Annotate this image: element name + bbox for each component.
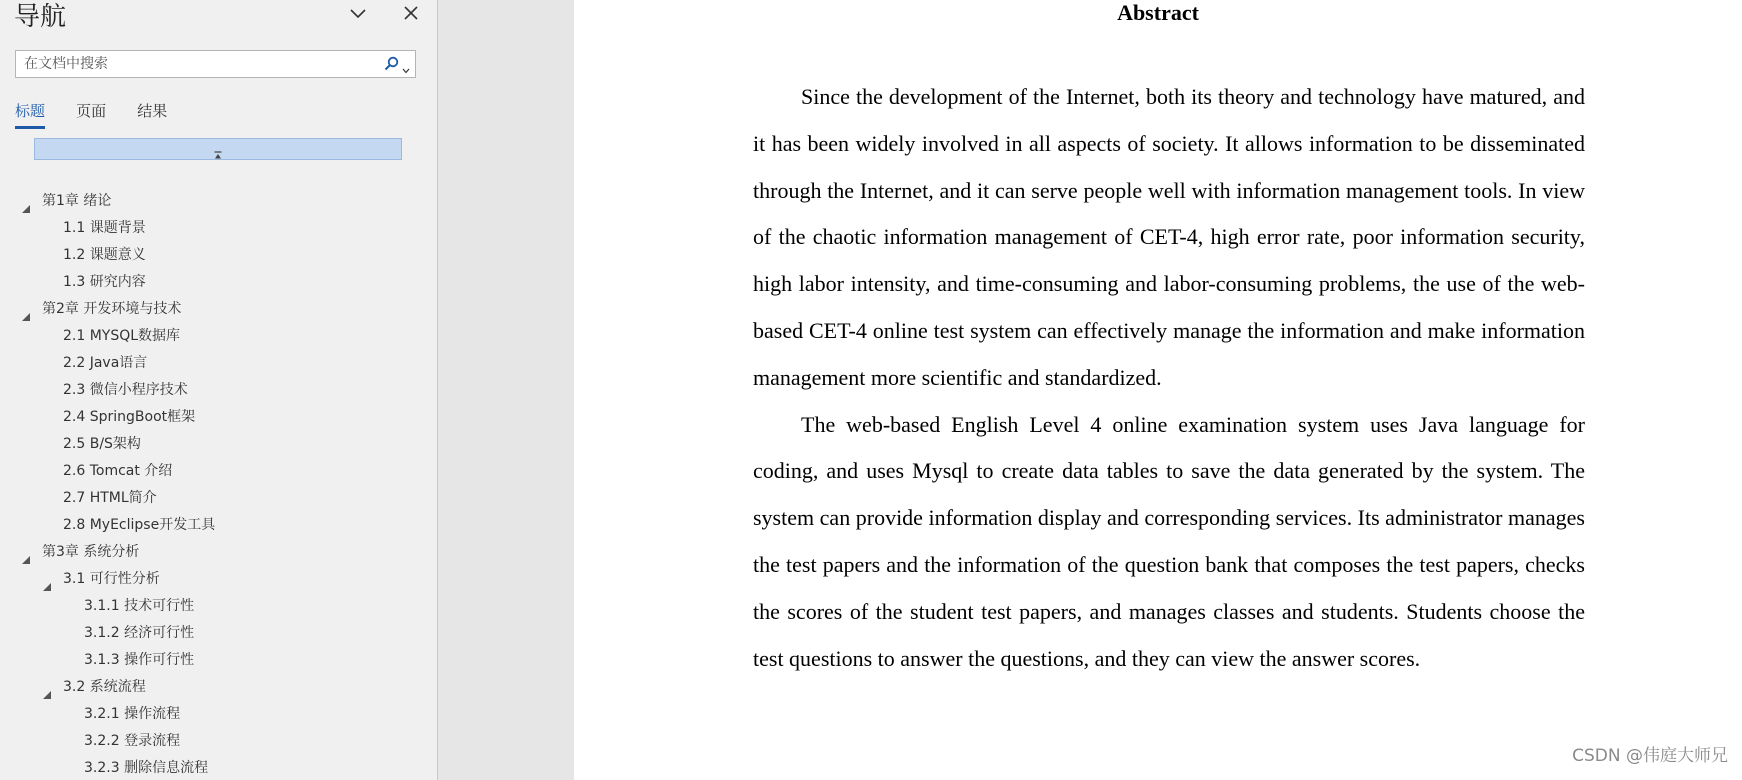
tree-item[interactable] (0, 377, 438, 404)
tree-item[interactable] (0, 593, 438, 620)
tree-item-label: 1.1 课题背景 (63, 220, 146, 236)
watermark: CSDN @伟庭大师兄 (1572, 746, 1728, 766)
tree-item[interactable] (0, 701, 438, 728)
tree-item-label: 2.5 B/S架构 (63, 436, 141, 452)
document-heading: Abstract (1117, 0, 1199, 25)
pane-gutter (438, 0, 574, 780)
collapse-up-icon (213, 145, 223, 154)
tree-item-label: 2.2 Java语言 (63, 355, 148, 371)
tree-item[interactable] (0, 269, 438, 296)
paragraph: Since the development of the Internet, both its theory and technology have matured, and it has been widely involved in all aspects of society. It allows information to be disseminated through the Internet, and it can serve people well with information management tools. In view of the chaotic information management of CET-4, high error rate, poor information security, high labor intensity, and time-consuming and labor-consuming problems, the use of the web-based CET-4 online test system can effectively manage the information and make information management more scientific and standardized. (753, 84, 1585, 390)
tree-item-label: 3.1.2 经济可行性 (84, 625, 195, 641)
document-body (753, 74, 1585, 682)
tree-item-label: 3.2.3 删除信息流程 (84, 760, 209, 776)
tree-item[interactable] (0, 431, 438, 458)
tree-item-label: 第2章 开发环境与技术 (42, 301, 182, 317)
tree-item[interactable] (0, 512, 438, 539)
collapse-all-bar[interactable] (34, 138, 402, 160)
document-page (574, 0, 1742, 780)
tree-item[interactable] (0, 485, 438, 512)
tree-item-label: 2.1 MYSQL数据库 (63, 328, 181, 344)
tab-headings[interactable]: 标题 (15, 100, 45, 129)
tree-item-label: 2.8 MyEclipse开发工具 (63, 517, 216, 533)
tree-item[interactable] (0, 296, 438, 323)
tree-item[interactable] (0, 728, 438, 755)
paragraph: The web-based English Level 4 online examination system uses Java language for coding, and uses Mysql to create data tables to save the data generated by the system. The system can provide information display and corresponding services. Its administrator manages the test papers and the information of the question bank that composes the test papers, checks the scores of the student test papers, and manages classes and students. Students choose the test questions to answer the questions, and they can view the answer scores. (753, 411, 1585, 671)
tree-item[interactable] (0, 674, 438, 701)
tree-item[interactable] (0, 539, 438, 566)
tree-item[interactable] (0, 620, 438, 647)
tab-results[interactable]: 结果 (137, 102, 168, 120)
tree-item-label: 第3章 系统分析 (42, 544, 140, 560)
tree-item-label: 2.7 HTML简介 (63, 490, 157, 506)
tree-item[interactable] (0, 404, 438, 431)
expand-triangle-icon[interactable] (42, 575, 52, 585)
expand-triangle-icon[interactable] (21, 548, 31, 558)
tree-item-label: 第1章 绪论 (42, 193, 112, 209)
tree-item[interactable] (0, 350, 438, 377)
expand-triangle-icon[interactable] (21, 197, 31, 207)
tree-item-label: 2.3 微信小程序技术 (63, 382, 188, 398)
search-box (15, 50, 416, 78)
tree-item-label: 3.1.3 操作可行性 (84, 652, 195, 668)
search-icon[interactable] (384, 56, 400, 72)
tree-item[interactable] (0, 188, 438, 215)
tree-item-label: 2.6 Tomcat 介绍 (63, 463, 173, 479)
pane-options-chevron-icon[interactable] (347, 2, 369, 24)
tab-pages[interactable]: 页面 (76, 102, 107, 120)
tree-item[interactable] (0, 458, 438, 485)
tree-item[interactable] (0, 215, 438, 242)
tree-item-label: 2.4 SpringBoot框架 (63, 409, 196, 425)
tree-item-label: 1.3 研究内容 (63, 274, 146, 290)
navigation-pane (0, 0, 438, 780)
expand-triangle-icon[interactable] (42, 683, 52, 693)
tree-item[interactable] (0, 755, 438, 780)
search-input[interactable] (16, 51, 392, 77)
tree-item[interactable] (0, 566, 438, 593)
close-icon[interactable] (400, 2, 422, 24)
nav-pane-title: 导航 (14, 2, 67, 32)
search-options-chevron-icon[interactable] (402, 60, 410, 68)
tree-item-label: 3.2 系统流程 (63, 679, 146, 695)
tree-item[interactable] (0, 242, 438, 269)
tree-item-label: 3.1 可行性分析 (63, 571, 160, 587)
tree-item[interactable] (0, 323, 438, 350)
tree-item-label: 3.2.2 登录流程 (84, 733, 181, 749)
heading-tree (0, 188, 438, 780)
tree-item-label: 3.2.1 操作流程 (84, 706, 181, 722)
tree-item[interactable] (0, 647, 438, 674)
tree-item-label: 1.2 课题意义 (63, 247, 146, 263)
expand-triangle-icon[interactable] (21, 305, 31, 315)
nav-tabs (15, 100, 193, 134)
tree-item-label: 3.1.1 技术可行性 (84, 598, 195, 614)
